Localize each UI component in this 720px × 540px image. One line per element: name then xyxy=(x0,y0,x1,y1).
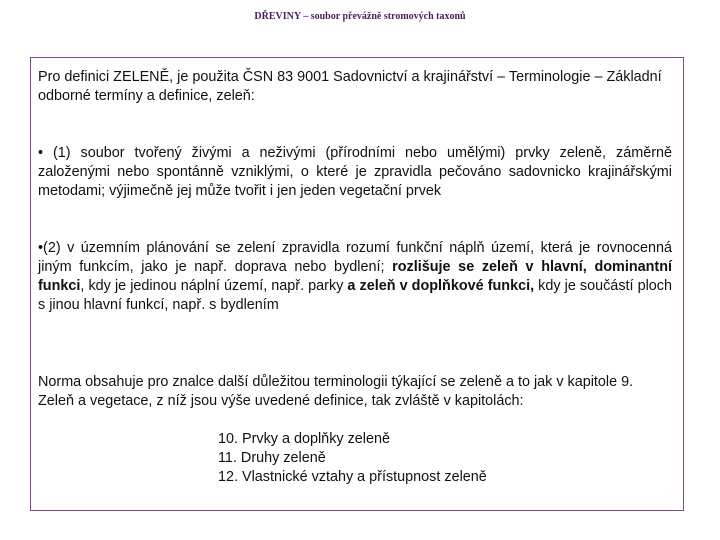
definition-lead: Pro definici ZELENĚ xyxy=(38,69,170,85)
def2-bold-2: a zeleň v doplňkové funkci, xyxy=(347,278,535,294)
chapter-list xyxy=(218,430,487,487)
chapter-item: 12. Vlastnické vztahy a přístupnost zeleně xyxy=(218,469,487,485)
def2-text-3: kdy je součástí ploch s jinou hlavní funkcí, např. s bydlením xyxy=(38,278,672,313)
chapter-item: 10. Prvky a doplňky zeleně xyxy=(218,431,390,447)
paragraph-definition xyxy=(38,68,672,106)
chapter-item: 11. Druhy zeleně xyxy=(218,450,326,466)
paragraph-definition-1: • (1) soubor tvořený živými a neživými (přírodními nebo umělými) prvky zeleně, záměrně založenými nebo spontánně vzniklými, o které je zpravidla pečováno sadovnicko krajinářskými metodami; výjimečně jej může tvořit i jen jeden vegetační prvek xyxy=(38,145,672,199)
def2-bold-1: rozlišuje se zeleň v hlavní, dominantní funkci xyxy=(38,259,672,294)
header-title-rest: – soubor převážně stromových taxonů xyxy=(300,11,466,22)
def2-text-2: , kdy je jedinou náplní území, např. parky xyxy=(80,278,348,294)
header-title-bold: DŘEVINY xyxy=(254,11,301,22)
def2-text-1: •(2) v územním plánování se zelení zpravidla rozumí funkční náplň území, která je rovnocenná jiným funkcím, jako je např. doprava nebo bydlení; xyxy=(38,240,672,275)
paragraph-definition-2 xyxy=(38,239,672,315)
definition-rest: , je použita ČSN 83 9001 Sadovnictví a krajinářství – Terminologie – Základní odborné termíny a definice, zeleň: xyxy=(38,69,662,104)
paragraph-norm-note: Norma obsahuje pro znalce další důležitou terminologii týkající se zeleně a to jak v kapitole 9. Zeleň a vegetace, z níž jsou výše uvedené definice, tak zvláště v kapitolách: xyxy=(38,374,634,409)
page-header xyxy=(0,11,720,22)
